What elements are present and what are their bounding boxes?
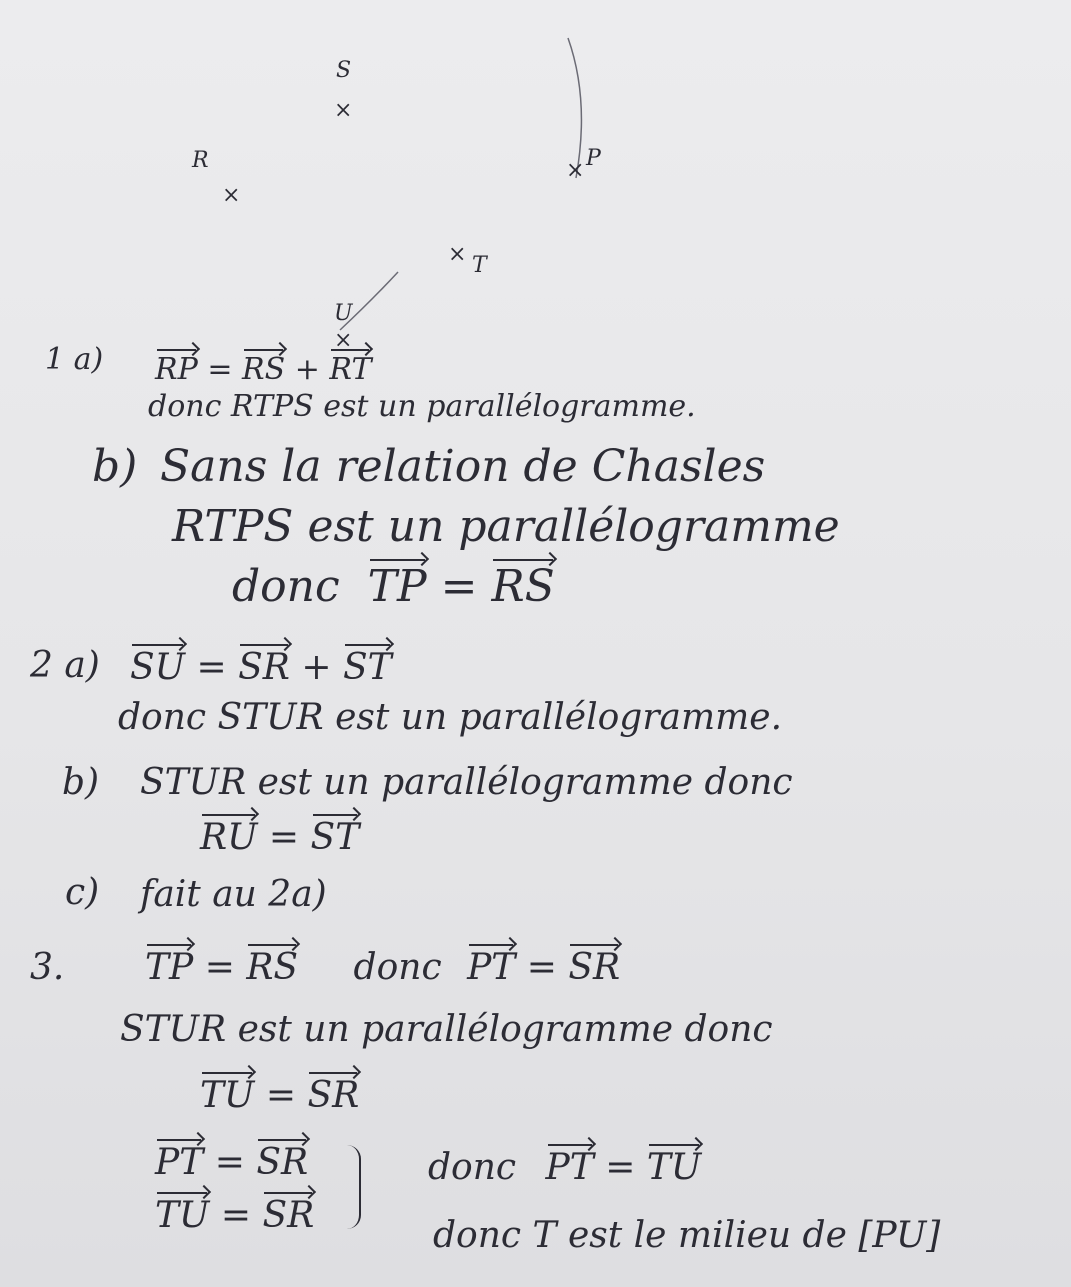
point-u-cross: × xyxy=(334,328,353,353)
q1b-line1: Sans la relation de Chasles xyxy=(160,441,766,492)
q3-line2: STUR est un parallélogramme donc xyxy=(120,1009,773,1050)
q2c-label: c) xyxy=(65,872,100,913)
q2a-plus: + xyxy=(301,647,332,688)
q3-l1-lhs: TP xyxy=(145,947,194,988)
system-brace xyxy=(345,1145,361,1229)
point-r-cross: × xyxy=(222,183,241,208)
q2a-text: donc STUR est un parallélogramme. xyxy=(118,697,783,738)
q2b-lhs: RU xyxy=(200,817,258,858)
point-s-label: S xyxy=(336,58,352,83)
point-u-label: U xyxy=(334,301,353,326)
q3-res-eq: = xyxy=(605,1147,636,1188)
point-t-label: T xyxy=(472,253,487,278)
q3-l3-eq: = xyxy=(265,1075,296,1116)
q2a-equation xyxy=(130,647,392,688)
q3-l3-rhs: SR xyxy=(307,1075,360,1116)
q1b-eq: = xyxy=(440,561,478,612)
q3-l1-eq: = xyxy=(204,947,235,988)
q3-line3 xyxy=(200,1075,360,1116)
q3-l1-donc: donc xyxy=(353,947,442,988)
point-p-cross: × xyxy=(566,158,585,183)
q3-l1-rhs: RS xyxy=(246,947,299,988)
point-s-cross: × xyxy=(334,98,353,123)
q1a-text: donc RTPS est un parallélogramme. xyxy=(148,389,696,424)
q1a-lhs: RP xyxy=(155,352,198,387)
q3-l1-lhs2: PT xyxy=(467,947,516,988)
q1b-donc: donc xyxy=(232,561,340,612)
q3-sys2-lhs: TU xyxy=(155,1195,210,1236)
q3-sys2-eq: = xyxy=(220,1195,251,1236)
q1b-lhs: TP xyxy=(367,561,427,612)
q2b-text: STUR est un parallélogramme donc xyxy=(140,762,793,803)
q3-result xyxy=(428,1147,702,1188)
q1b-label: b) xyxy=(92,441,138,492)
q3-system-line2 xyxy=(155,1195,315,1236)
q2a-label: 2 a) xyxy=(30,645,100,686)
q2b-label: b) xyxy=(62,762,100,803)
q3-l1-eq2: = xyxy=(526,947,557,988)
q1a-plus: + xyxy=(294,352,320,387)
q3-conclusion: donc T est le milieu de [PU] xyxy=(433,1215,941,1256)
q3-line1 xyxy=(145,947,621,988)
q1a-eq: = xyxy=(207,352,233,387)
geometry-figure xyxy=(0,0,1071,360)
q1a-v1: RS xyxy=(242,352,286,387)
q3-l3-lhs: TU xyxy=(200,1075,255,1116)
q2a-eq: = xyxy=(196,647,227,688)
q1b-equation xyxy=(232,561,555,612)
q2a-lhs: SU xyxy=(130,647,186,688)
q3-res-rhs: TU xyxy=(646,1147,702,1188)
q1a-v2: RT xyxy=(329,352,372,387)
q3-sys1-lhs: PT xyxy=(155,1142,204,1183)
point-t-cross: × xyxy=(448,242,467,267)
q3-system-line1 xyxy=(155,1142,309,1183)
q1b-line2: RTPS est un parallélogramme xyxy=(172,501,840,552)
q2c-text: fait au 2a) xyxy=(140,874,327,915)
q3-l1-rhs2: SR xyxy=(568,947,621,988)
q1b-rhs: RS xyxy=(491,561,555,612)
q3-sys1-rhs: SR xyxy=(256,1142,309,1183)
q3-sys1-eq: = xyxy=(214,1142,245,1183)
q2b-equation xyxy=(200,817,360,858)
q2b-eq: = xyxy=(268,817,300,858)
q2b-rhs: ST xyxy=(310,817,360,858)
point-p-label: P xyxy=(586,146,601,171)
q3-res-donc: donc xyxy=(428,1147,517,1188)
q3-res-lhs: PT xyxy=(545,1147,594,1188)
point-r-label: R xyxy=(192,148,209,173)
q3-label: 3. xyxy=(30,947,65,988)
q1a-label: 1 a) xyxy=(45,342,104,377)
q2a-v2: ST xyxy=(342,647,392,688)
compass-arc-p xyxy=(568,38,581,178)
q2a-v1: SR xyxy=(238,647,290,688)
q3-sys2-rhs: SR xyxy=(262,1195,315,1236)
q1a-equation xyxy=(155,352,372,387)
